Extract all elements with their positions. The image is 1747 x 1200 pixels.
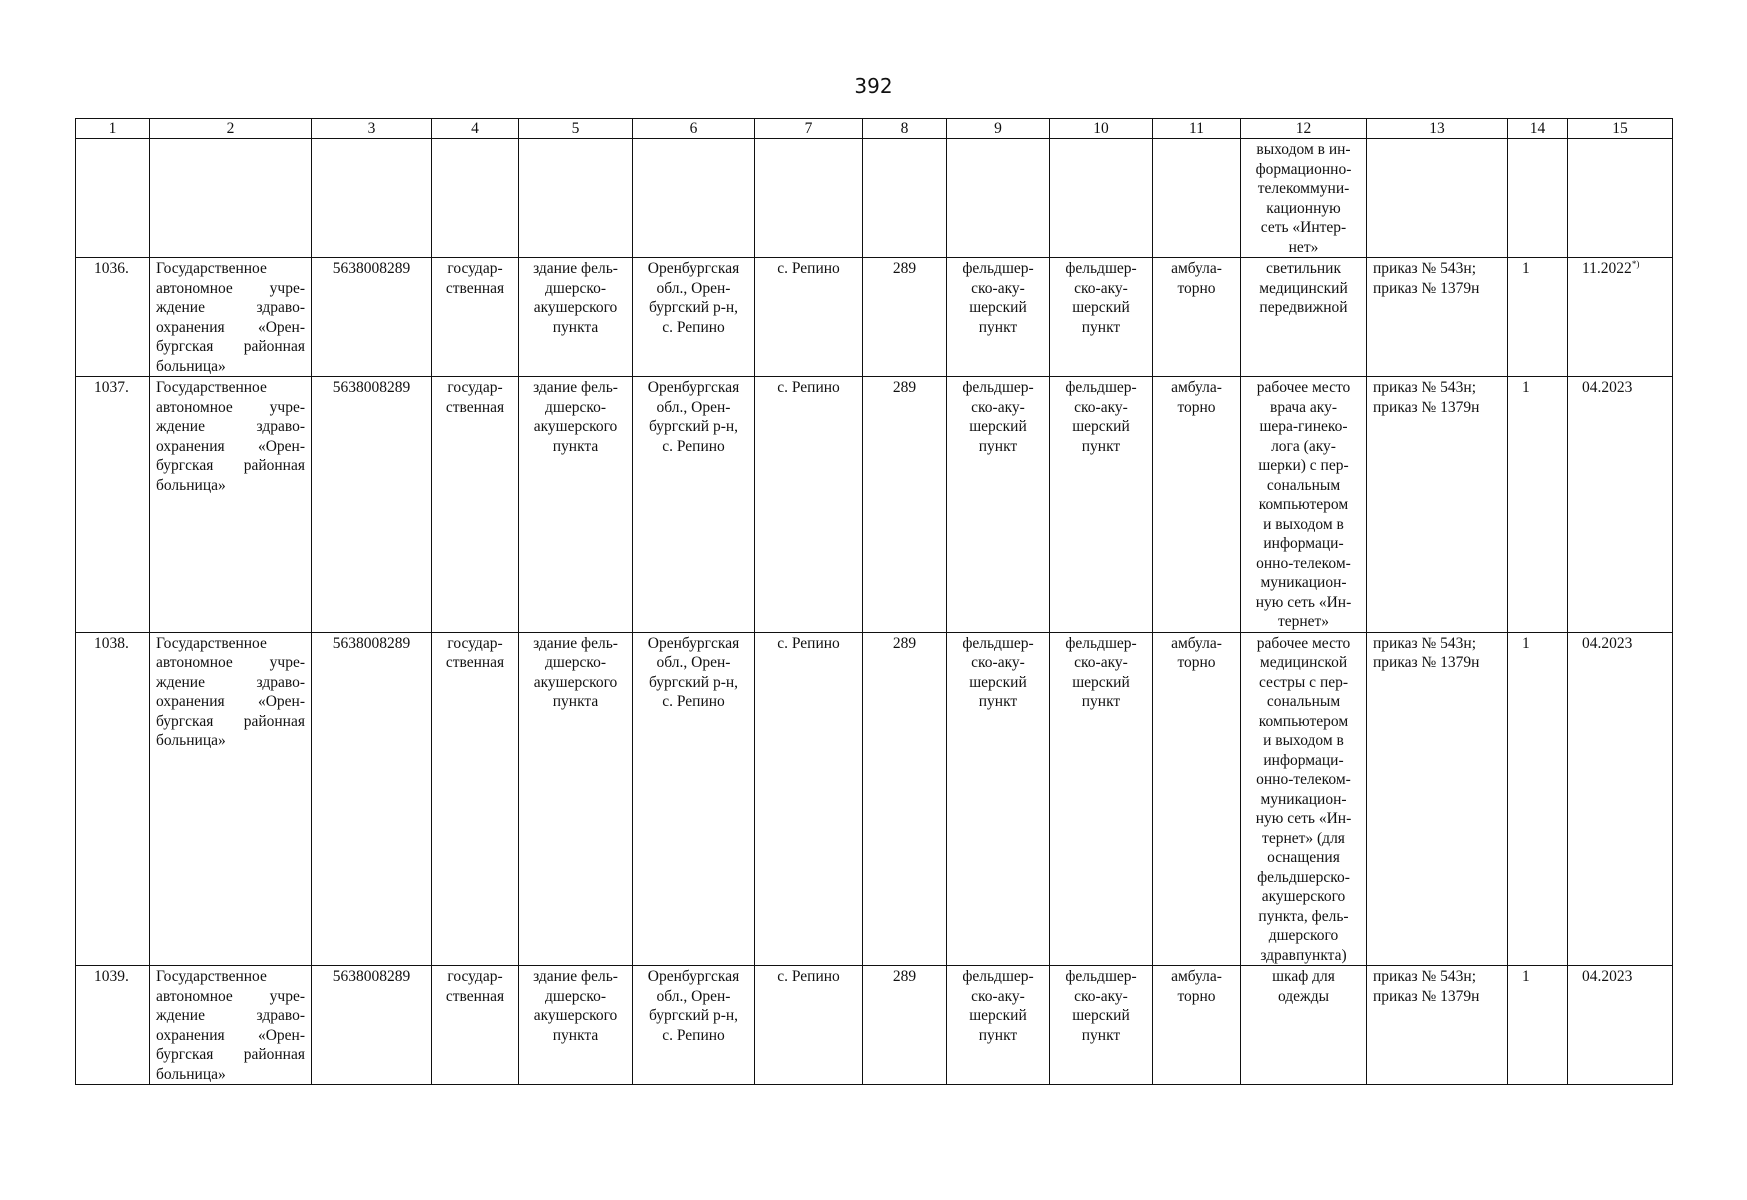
footnote-mark: *) [1631, 258, 1640, 269]
cell-number: 1037. [76, 377, 150, 633]
cell-building: здание фель- дшерско- акушерского пункта [519, 377, 633, 633]
cell-empty [863, 139, 947, 258]
table-row [76, 966, 1673, 1085]
cell-ownership: государ- ственная [432, 632, 519, 966]
cell-empty [947, 139, 1050, 258]
cell-empty [76, 139, 150, 258]
cell-organization: Государственное автономное учре-ждение здраво-охранения «Орен-бургская районная больница» [150, 258, 312, 377]
cell-empty [312, 139, 432, 258]
column-header: 3 [312, 119, 432, 139]
cell-care-form: амбула- торно [1153, 632, 1241, 966]
cell-address: Оренбургская обл., Орен- бургский р-н, с. Репино [633, 966, 755, 1085]
cell-code: 289 [863, 258, 947, 377]
cell-address: Оренбургская обл., Орен- бургский р-н, с. Репино [633, 377, 755, 633]
cell-unit: фельдшер- ско-аку- шерский пункт [1050, 258, 1153, 377]
cell-code: 289 [863, 966, 947, 1085]
cell-number: 1039. [76, 966, 150, 1085]
cell-quantity: 1 [1508, 632, 1568, 966]
column-header: 15 [1568, 119, 1673, 139]
cell-equipment: выходом в ин- формационно- телекоммуни- кационную сеть «Интер- нет» [1241, 139, 1367, 258]
cell-empty [1367, 139, 1508, 258]
cell-address: Оренбургская обл., Орен- бургский р-н, с. Репино [633, 258, 755, 377]
cell-order: приказ № 543н; приказ № 1379н [1367, 377, 1508, 633]
cell-locality: с. Репино [755, 258, 863, 377]
cell-code: 289 [863, 377, 947, 633]
cell-building: здание фель- дшерско- акушерского пункта [519, 632, 633, 966]
column-header: 12 [1241, 119, 1367, 139]
cell-empty [1153, 139, 1241, 258]
cell-unit: фельдшер- ско-аку- шерский пункт [1050, 377, 1153, 633]
cell-quantity: 1 [1508, 377, 1568, 633]
cell-ownership: государ- ственная [432, 258, 519, 377]
cell-empty [1050, 139, 1153, 258]
table-row-continuation [76, 139, 1673, 258]
cell-organization: Государственное автономное учре-ждение здраво-охранения «Орен-бургская районная больница» [150, 966, 312, 1085]
table-row [76, 377, 1673, 633]
cell-equipment: светильник медицинский передвижной [1241, 258, 1367, 377]
column-header: 13 [1367, 119, 1508, 139]
cell-date [1568, 632, 1673, 966]
date-value: 11.2022 [1582, 260, 1632, 277]
date-value: 04.2023 [1582, 379, 1633, 396]
cell-empty [519, 139, 633, 258]
cell-locality: с. Репино [755, 377, 863, 633]
date-value: 04.2023 [1582, 634, 1633, 652]
column-header: 14 [1508, 119, 1568, 139]
cell-date [1568, 258, 1673, 377]
cell-order: приказ № 543н; приказ № 1379н [1367, 632, 1508, 966]
cell-equipment: рабочее место врача аку- шера-гинеко- лога (аку- шерки) с пер- сональным компьютером и выходом в информаци- онно-телеком- муникацион- ную сеть «Ин- тернет» [1241, 377, 1367, 633]
cell-number: 1036. [76, 258, 150, 377]
cell-inn: 5638008289 [312, 966, 432, 1085]
cell-inn: 5638008289 [312, 632, 432, 966]
cell-quantity: 1 [1508, 966, 1568, 1085]
cell-date [1568, 377, 1673, 633]
cell-empty [1508, 139, 1568, 258]
table-row [76, 258, 1673, 377]
cell-code: 289 [863, 632, 947, 966]
cell-empty [1568, 139, 1673, 258]
page-number: 392 [854, 74, 893, 98]
register-table [75, 118, 1673, 1085]
cell-quantity: 1 [1508, 258, 1568, 377]
cell-building: здание фель- дшерско- акушерского пункта [519, 966, 633, 1085]
cell-order: приказ № 543н; приказ № 1379н [1367, 966, 1508, 1085]
cell-empty [633, 139, 755, 258]
column-header: 11 [1153, 119, 1241, 139]
cell-empty [150, 139, 312, 258]
cell-ownership: государ- ственная [432, 377, 519, 633]
cell-locality: с. Репино [755, 966, 863, 1085]
column-header: 1 [76, 119, 150, 139]
cell-number: 1038. [76, 632, 150, 966]
cell-address: Оренбургская обл., Орен- бургский р-н, с. Репино [633, 632, 755, 966]
column-header: 8 [863, 119, 947, 139]
cell-empty [432, 139, 519, 258]
cell-unit-type: фельдшер- ско-аку- шерский пункт [947, 632, 1050, 966]
date-value: 04.2023 [1582, 968, 1633, 985]
table-row [76, 632, 1673, 966]
column-header: 4 [432, 119, 519, 139]
cell-building: здание фель- дшерско- акушерского пункта [519, 258, 633, 377]
cell-care-form: амбула- торно [1153, 966, 1241, 1085]
cell-organization: Государственное автономное учре-ждение здраво-охранения «Орен-бургская районная больница» [150, 632, 312, 966]
cell-unit: фельдшер- ско-аку- шерский пункт [1050, 966, 1153, 1085]
cell-locality: с. Репино [755, 632, 863, 966]
cell-equipment: рабочее место медицинской сестры с пер- сональным компьютером и выходом в информаци- онно-телеком- муникацион- ную сеть «Ин- тернет» (для оснащения фельдшерско- акушерского пункта, фель- дшерского здравпункта) [1241, 632, 1367, 966]
cell-inn: 5638008289 [312, 258, 432, 377]
cell-order: приказ № 543н; приказ № 1379н [1367, 258, 1508, 377]
cell-date [1568, 966, 1673, 1085]
cell-organization: Государственное автономное учре-ждение здраво-охранения «Орен-бургская районная больница» [150, 377, 312, 633]
cell-empty [755, 139, 863, 258]
column-header: 5 [519, 119, 633, 139]
cell-unit-type: фельдшер- ско-аку- шерский пункт [947, 377, 1050, 633]
column-header: 6 [633, 119, 755, 139]
column-header: 7 [755, 119, 863, 139]
column-number-row [76, 119, 1673, 139]
column-header: 9 [947, 119, 1050, 139]
cell-unit-type: фельдшер- ско-аку- шерский пункт [947, 258, 1050, 377]
cell-equipment: шкаф для одежды [1241, 966, 1367, 1085]
cell-care-form: амбула- торно [1153, 258, 1241, 377]
cell-unit: фельдшер- ско-аку- шерский пункт [1050, 632, 1153, 966]
column-header: 10 [1050, 119, 1153, 139]
column-header: 2 [150, 119, 312, 139]
cell-ownership: государ- ственная [432, 966, 519, 1085]
cell-care-form: амбула- торно [1153, 377, 1241, 633]
cell-inn: 5638008289 [312, 377, 432, 633]
cell-unit-type: фельдшер- ско-аку- шерский пункт [947, 966, 1050, 1085]
